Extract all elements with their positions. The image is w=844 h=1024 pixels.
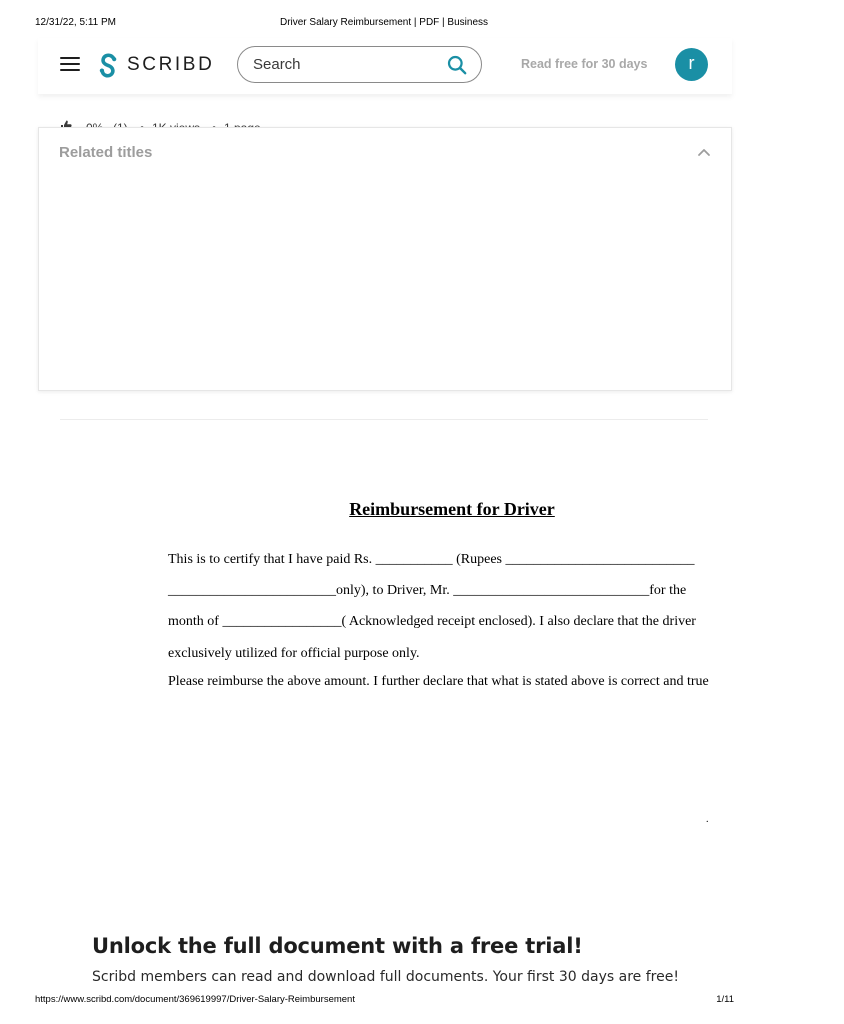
print-header xyxy=(0,17,768,31)
document-line-5: Please reimburse the above amount. I further declare that what is stated above is correct and true xyxy=(168,674,709,689)
related-titles-panel xyxy=(38,127,732,391)
user-avatar[interactable]: r xyxy=(675,48,708,81)
search-bar[interactable] xyxy=(237,46,482,83)
document-line-4: exclusively utilized for official purpose only. xyxy=(168,646,420,661)
hamburger-menu-icon[interactable] xyxy=(60,57,80,72)
unlock-heading: Unlock the full document with a free trial! xyxy=(92,934,583,958)
chevron-up-icon[interactable] xyxy=(697,147,711,157)
document-line-2: ________________________only), to Driver, Mr. ____________________________for the xyxy=(168,583,687,598)
print-page-number: 1/11 xyxy=(716,994,734,1005)
search-icon[interactable] xyxy=(447,55,467,75)
unlock-description: Scribd members can read and download full documents. Your first 30 days are free! xyxy=(92,969,679,985)
document-title: Reimbursement for Driver xyxy=(349,499,555,519)
page-url: https://www.scribd.com/document/369619997/Driver-Salary-Reimbursement xyxy=(35,994,355,1005)
top-navbar xyxy=(38,38,732,94)
read-free-link[interactable]: Read free for 30 days xyxy=(521,57,648,71)
print-datetime: 12/31/22, 5:11 PM xyxy=(35,17,116,28)
document-mark: . xyxy=(706,814,709,825)
document-line-3: month of _________________( Acknowledged receipt enclosed). I also declare that the driver xyxy=(168,614,696,629)
scribd-logo-icon xyxy=(97,52,119,78)
document-line-5-clipped xyxy=(168,674,709,689)
related-titles-heading: Related titles xyxy=(59,144,153,161)
scribd-logo[interactable] xyxy=(97,51,214,79)
document-line-1: This is to certify that I have paid Rs. ___________ (Rupees ___________________________ xyxy=(168,552,695,567)
search-input[interactable] xyxy=(253,47,438,82)
print-footer xyxy=(0,994,768,1008)
print-page-title: Driver Salary Reimbursement | PDF | Business xyxy=(279,17,489,28)
document-preview xyxy=(60,440,710,835)
logo-text: SCRIBD xyxy=(127,54,215,75)
divider xyxy=(60,419,708,420)
